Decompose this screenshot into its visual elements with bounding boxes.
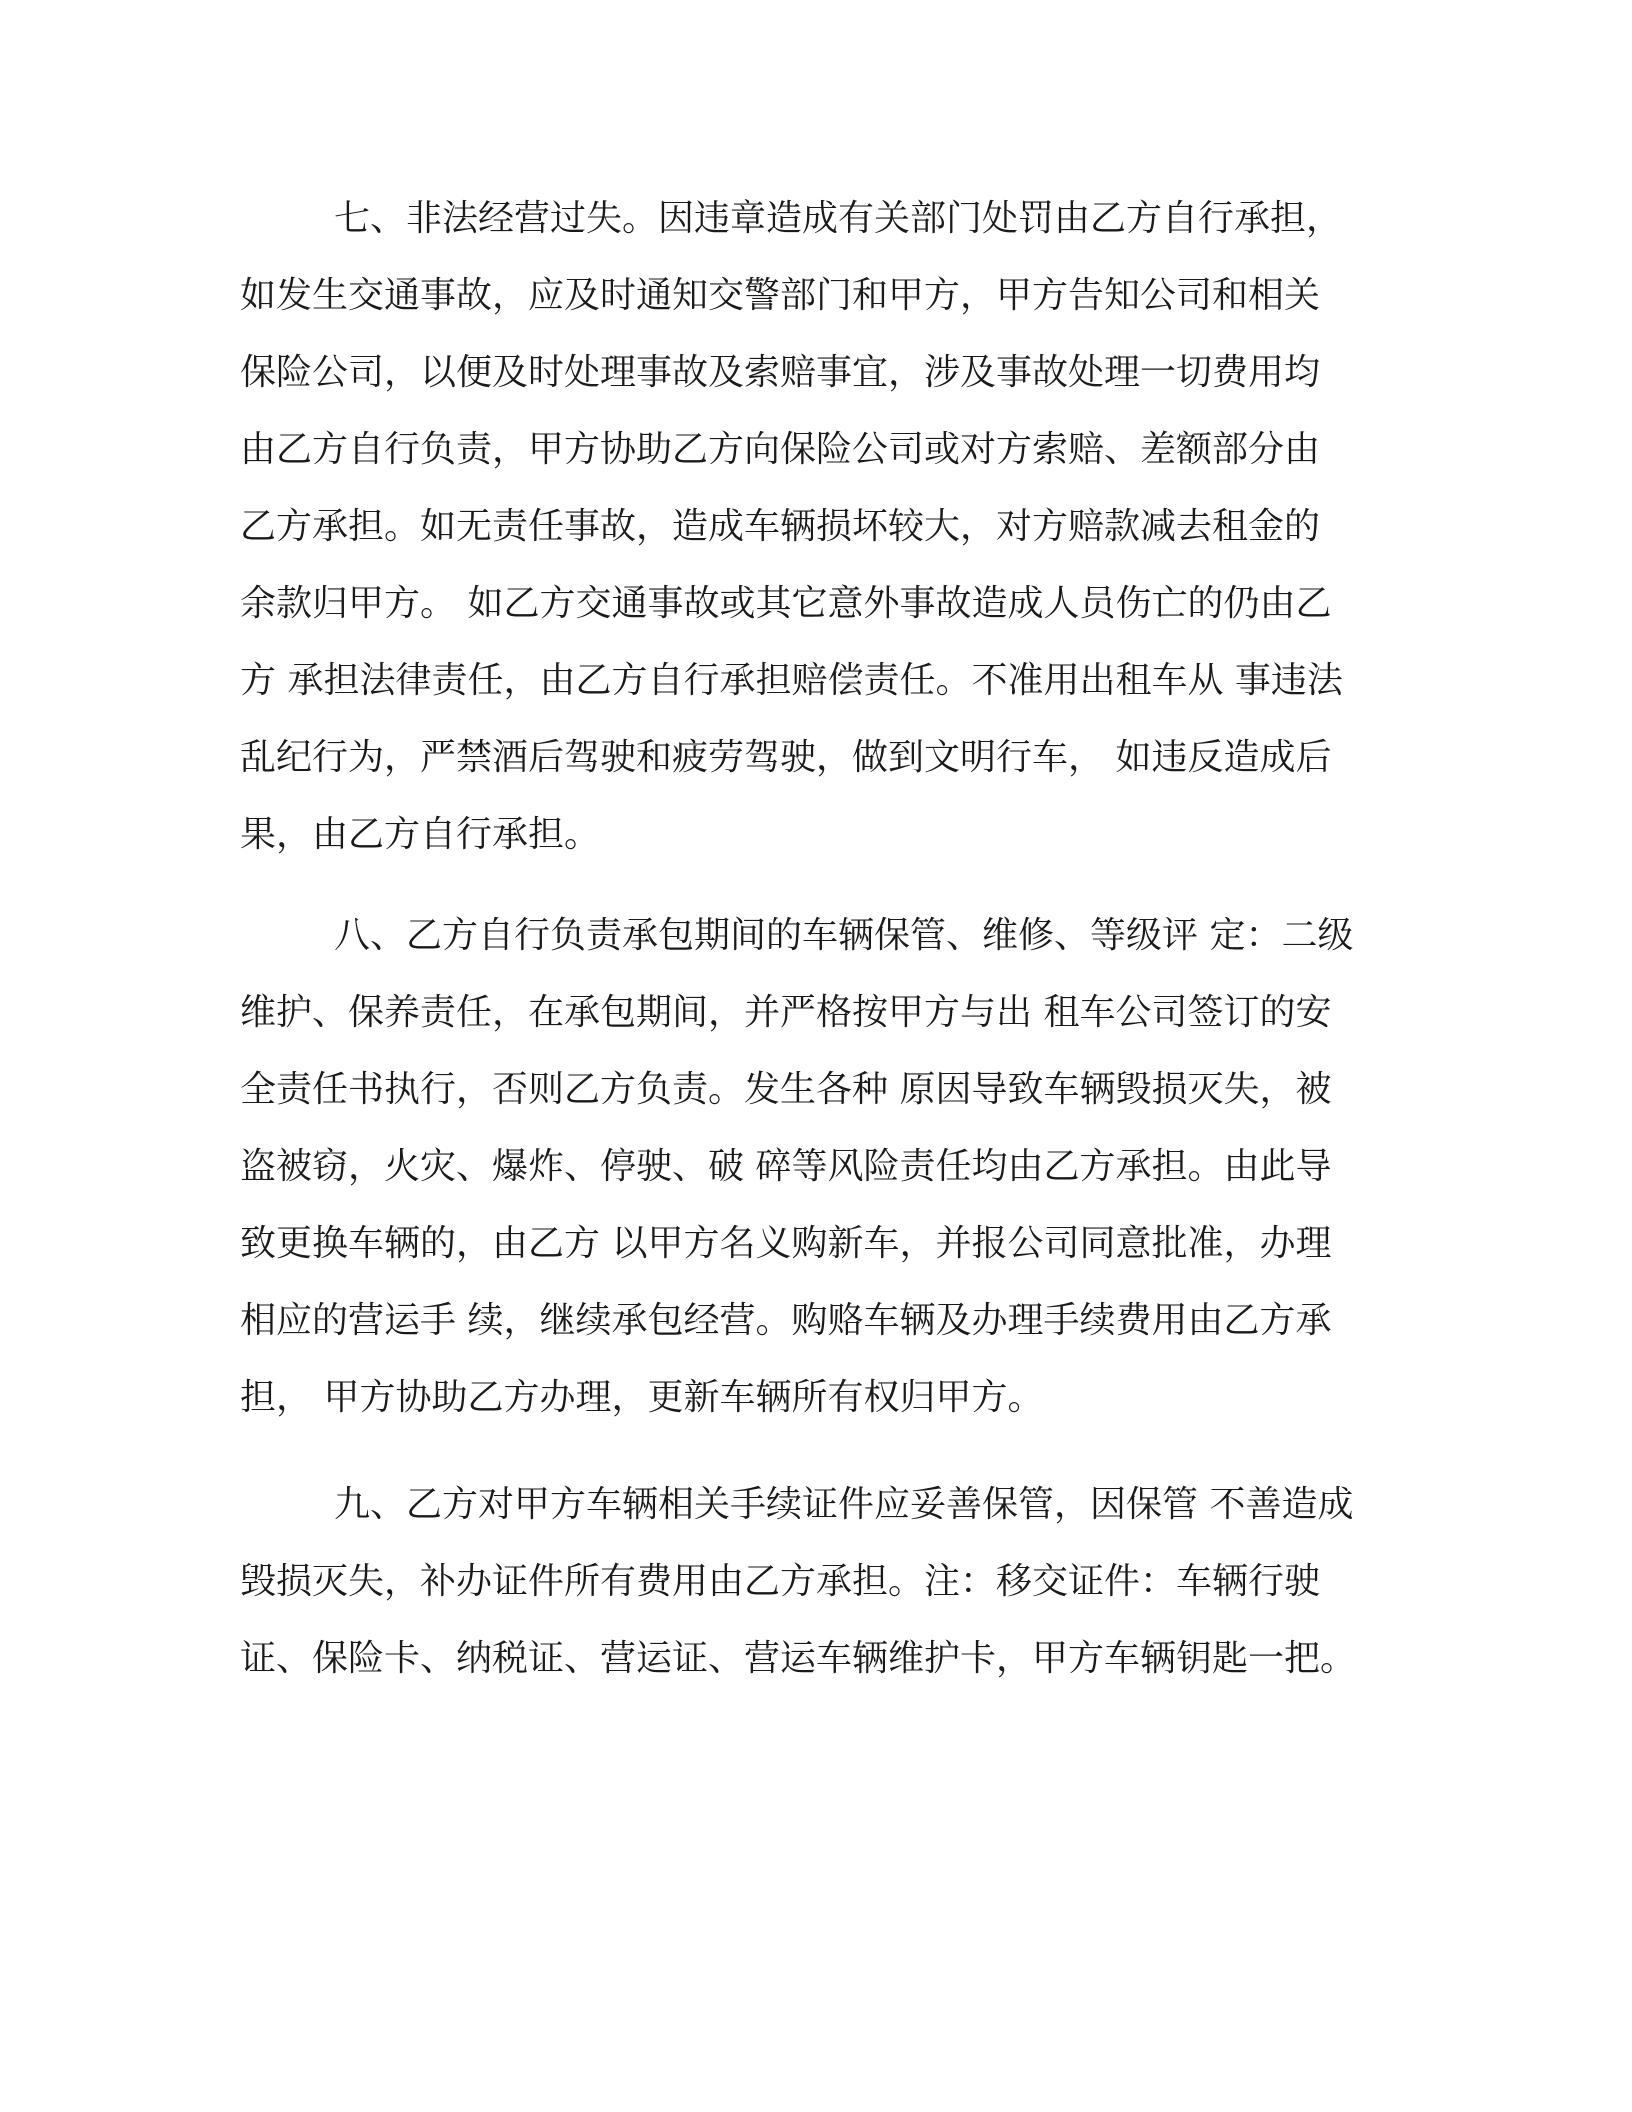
clause-7-line: 乙方承担。如无责任事故，造成车辆损坏较大，对方赔款减去租金的 bbox=[240, 506, 1321, 547]
clause-7-line: 乱纪行为，严禁酒后驾驶和疲劳驾驶，做到文明行车， 如违反造成后 bbox=[240, 737, 1332, 778]
clause-8-line: 维护、保养责任，在承包期间，并严格按甲方与出 租车公司签订的安 bbox=[240, 992, 1332, 1033]
clause-7-line: 方 承担法律责任，由乙方自行承担赔偿责任。不准用出租车从 事违法 bbox=[240, 660, 1343, 701]
clause-8-line: 全责任书执行，否则乙方负责。发生各种 原因导致车辆毁损灭失，被 bbox=[240, 1069, 1332, 1110]
clause-9-line: 毁损灭失，补办证件所有费用由乙方承担。注：移交证件：车辆行驶 bbox=[240, 1561, 1321, 1602]
clause-8-line: 担， 甲方协助乙方办理，更新车辆所有权归甲方。 bbox=[240, 1377, 1044, 1418]
clause-7-line: 七、非法经营过失。因违章造成有关部门处罚由乙方自行承担， bbox=[334, 198, 1343, 239]
clause-8-line: 盗被窃，火灾、爆炸、停驶、破 碎等风险责任均由乙方承担。由此导 bbox=[240, 1146, 1332, 1187]
clause-8-line: 相应的营运手 续，继续承包经营。购赂车辆及办理手续费用由乙方承 bbox=[240, 1300, 1332, 1341]
clause-7-paragraph bbox=[240, 180, 1390, 873]
clause-7-line: 保险公司，以便及时处理事故及索赔事宜，涉及事故处理一切费用均 bbox=[240, 352, 1321, 393]
clause-8-line: 致更换车辆的，由乙方 以甲方名义购新车，并报公司同意批准，办理 bbox=[240, 1223, 1332, 1264]
clause-9-line: 证、保险卡、纳税证、营运证、营运车辆维护卡，甲方车辆钥匙一把。 bbox=[240, 1638, 1357, 1679]
clause-7-line: 由乙方自行负责，甲方协助乙方向保险公司或对方索赔、差额部分由 bbox=[240, 429, 1321, 470]
clause-8-line: 八、乙方自行负责承包期间的车辆保管、维修、等级评 定：二级 bbox=[334, 915, 1354, 956]
clause-9-paragraph bbox=[240, 1466, 1390, 1697]
clause-8-paragraph bbox=[240, 897, 1390, 1436]
clause-7-line: 果，由乙方自行承担。 bbox=[240, 814, 601, 855]
clause-9-line: 九、乙方对甲方车辆相关手续证件应妥善保管，因保管 不善造成 bbox=[334, 1484, 1354, 1525]
clause-7-line: 余款归甲方。 如乙方交通事故或其它意外事故造成人员伤亡的仍由乙 bbox=[240, 583, 1332, 624]
clause-7-line: 如发生交通事故，应及时通知交警部门和甲方，甲方告知公司和相关 bbox=[240, 275, 1321, 316]
